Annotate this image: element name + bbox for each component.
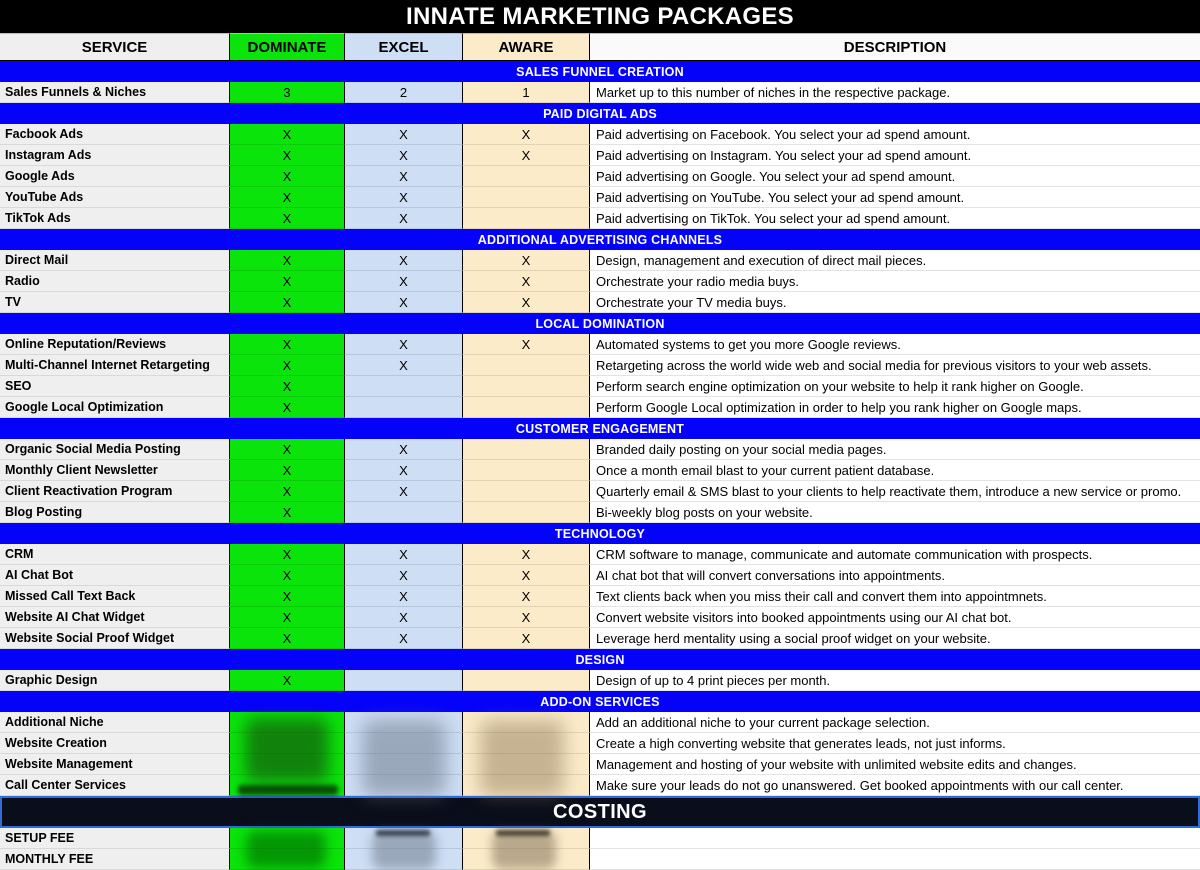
description-cell: Paid advertising on TikTok. You select your ad spend amount. bbox=[590, 208, 1200, 229]
dominate-value-cell bbox=[230, 849, 345, 870]
table-row bbox=[0, 124, 1200, 145]
dominate-value-cell: X bbox=[230, 250, 345, 271]
service-cell: Monthly Client Newsletter bbox=[0, 460, 230, 481]
column-header-description: DESCRIPTION bbox=[590, 33, 1200, 60]
service-cell: Website Creation bbox=[0, 733, 230, 754]
service-cell: Sales Funnels & Niches bbox=[0, 82, 230, 103]
excel-value-cell bbox=[345, 376, 463, 397]
aware-value-cell bbox=[463, 502, 590, 523]
table-row bbox=[0, 166, 1200, 187]
excel-value-cell bbox=[345, 397, 463, 418]
description-cell: Orchestrate your TV media buys. bbox=[590, 292, 1200, 313]
aware-value-cell: X bbox=[463, 607, 590, 628]
service-cell: Online Reputation/Reviews bbox=[0, 334, 230, 355]
column-header-service: SERVICE bbox=[0, 33, 230, 60]
service-cell: Blog Posting bbox=[0, 502, 230, 523]
section-header-band: PAID DIGITAL ADS bbox=[0, 103, 1200, 124]
section-header-band: ADDITIONAL ADVERTISING CHANNELS bbox=[0, 229, 1200, 250]
dominate-value-cell bbox=[230, 733, 345, 754]
description-cell: Paid advertising on YouTube. You select your ad spend amount. bbox=[590, 187, 1200, 208]
service-cell: Radio bbox=[0, 271, 230, 292]
service-cell: Client Reactivation Program bbox=[0, 481, 230, 502]
service-cell: Multi-Channel Internet Retargeting bbox=[0, 355, 230, 376]
table-row bbox=[0, 828, 1200, 849]
table-row bbox=[0, 628, 1200, 649]
table-row bbox=[0, 481, 1200, 502]
dominate-value-cell: X bbox=[230, 271, 345, 292]
service-cell: TV bbox=[0, 292, 230, 313]
excel-value-cell bbox=[345, 502, 463, 523]
excel-value-cell: X bbox=[345, 145, 463, 166]
excel-value-cell: X bbox=[345, 292, 463, 313]
excel-value-cell: X bbox=[345, 565, 463, 586]
description-cell: Text clients back when you miss their call and convert them into appointmnets. bbox=[590, 586, 1200, 607]
service-cell: Organic Social Media Posting bbox=[0, 439, 230, 460]
aware-value-cell bbox=[463, 733, 590, 754]
table-row bbox=[0, 565, 1200, 586]
section-rows bbox=[0, 544, 1200, 649]
dominate-value-cell: X bbox=[230, 607, 345, 628]
excel-value-cell: X bbox=[345, 250, 463, 271]
service-cell: Google Local Optimization bbox=[0, 397, 230, 418]
description-cell: Management and hosting of your website with unlimited website edits and changes. bbox=[590, 754, 1200, 775]
aware-value-cell: X bbox=[463, 586, 590, 607]
aware-value-cell bbox=[463, 460, 590, 481]
service-cell: Website Social Proof Widget bbox=[0, 628, 230, 649]
dominate-value-cell: X bbox=[230, 502, 345, 523]
dominate-value-cell: X bbox=[230, 586, 345, 607]
aware-value-cell: 1 bbox=[463, 82, 590, 103]
table-row bbox=[0, 376, 1200, 397]
service-cell: SETUP FEE bbox=[0, 828, 230, 849]
aware-value-cell bbox=[463, 775, 590, 796]
description-cell: Perform search engine optimization on your website to help it rank higher on Google. bbox=[590, 376, 1200, 397]
service-cell: MONTHLY FEE bbox=[0, 849, 230, 870]
aware-value-cell bbox=[463, 355, 590, 376]
description-cell: Paid advertising on Instagram. You select your ad spend amount. bbox=[590, 145, 1200, 166]
description-cell: Make sure your leads do not go unanswered. Get booked appointments with our call center. bbox=[590, 775, 1200, 796]
section-rows bbox=[0, 334, 1200, 418]
description-cell: Orchestrate your radio media buys. bbox=[590, 271, 1200, 292]
description-cell: Paid advertising on Facebook. You select your ad spend amount. bbox=[590, 124, 1200, 145]
dominate-value-cell: X bbox=[230, 565, 345, 586]
excel-value-cell: X bbox=[345, 271, 463, 292]
table-row bbox=[0, 712, 1200, 733]
description-cell: Design of up to 4 print pieces per month. bbox=[590, 670, 1200, 691]
service-cell: AI Chat Bot bbox=[0, 565, 230, 586]
description-cell: Paid advertising on Google. You select your ad spend amount. bbox=[590, 166, 1200, 187]
excel-value-cell: X bbox=[345, 607, 463, 628]
column-header-row bbox=[0, 33, 1200, 61]
excel-value-cell bbox=[345, 754, 463, 775]
table-row bbox=[0, 145, 1200, 166]
description-cell: Retargeting across the world wide web and social media for previous visitors to your web assets. bbox=[590, 355, 1200, 376]
section-header-band: LOCAL DOMINATION bbox=[0, 313, 1200, 334]
service-cell: Website AI Chat Widget bbox=[0, 607, 230, 628]
section-rows bbox=[0, 670, 1200, 691]
aware-value-cell bbox=[463, 376, 590, 397]
aware-value-cell: X bbox=[463, 271, 590, 292]
table-row bbox=[0, 439, 1200, 460]
aware-value-cell: X bbox=[463, 124, 590, 145]
dominate-value-cell: X bbox=[230, 544, 345, 565]
excel-value-cell bbox=[345, 712, 463, 733]
table-row bbox=[0, 607, 1200, 628]
service-cell: TikTok Ads bbox=[0, 208, 230, 229]
excel-value-cell bbox=[345, 828, 463, 849]
excel-value-cell: X bbox=[345, 166, 463, 187]
description-cell: Add an additional niche to your current package selection. bbox=[590, 712, 1200, 733]
dominate-value-cell: X bbox=[230, 481, 345, 502]
aware-value-cell: X bbox=[463, 565, 590, 586]
aware-value-cell: X bbox=[463, 145, 590, 166]
service-cell: Google Ads bbox=[0, 166, 230, 187]
table-row bbox=[0, 849, 1200, 870]
dominate-value-cell: X bbox=[230, 334, 345, 355]
description-cell: Once a month email blast to your current patient database. bbox=[590, 460, 1200, 481]
service-cell: Graphic Design bbox=[0, 670, 230, 691]
aware-value-cell bbox=[463, 397, 590, 418]
dominate-value-cell: X bbox=[230, 124, 345, 145]
table-row bbox=[0, 544, 1200, 565]
aware-value-cell: X bbox=[463, 628, 590, 649]
service-cell: Website Management bbox=[0, 754, 230, 775]
description-cell: Market up to this number of niches in the respective package. bbox=[590, 82, 1200, 103]
dominate-value-cell: X bbox=[230, 355, 345, 376]
dominate-value-cell: X bbox=[230, 439, 345, 460]
table-row bbox=[0, 271, 1200, 292]
excel-value-cell: X bbox=[345, 355, 463, 376]
description-cell: Bi-weekly blog posts on your website. bbox=[590, 502, 1200, 523]
column-header-dominate: DOMINATE bbox=[230, 33, 345, 60]
excel-value-cell bbox=[345, 775, 463, 796]
aware-value-cell bbox=[463, 712, 590, 733]
excel-value-cell bbox=[345, 733, 463, 754]
dominate-value-cell: X bbox=[230, 670, 345, 691]
aware-value-cell bbox=[463, 828, 590, 849]
dominate-value-cell: X bbox=[230, 292, 345, 313]
costing-section-header: COSTING bbox=[0, 796, 1200, 828]
aware-value-cell bbox=[463, 754, 590, 775]
table-row bbox=[0, 586, 1200, 607]
aware-value-cell bbox=[463, 849, 590, 870]
aware-value-cell: X bbox=[463, 292, 590, 313]
table-row bbox=[0, 733, 1200, 754]
dominate-value-cell: X bbox=[230, 397, 345, 418]
dominate-value-cell: X bbox=[230, 208, 345, 229]
table-row bbox=[0, 775, 1200, 796]
description-cell bbox=[590, 849, 1200, 870]
dominate-value-cell: 3 bbox=[230, 82, 345, 103]
description-cell: CRM software to manage, communicate and automate communication with prospects. bbox=[590, 544, 1200, 565]
aware-value-cell bbox=[463, 481, 590, 502]
description-cell: Create a high converting website that generates leads, not just informs. bbox=[590, 733, 1200, 754]
dominate-value-cell: X bbox=[230, 145, 345, 166]
dominate-value-cell bbox=[230, 754, 345, 775]
excel-value-cell: 2 bbox=[345, 82, 463, 103]
excel-value-cell: X bbox=[345, 481, 463, 502]
table-row bbox=[0, 187, 1200, 208]
dominate-value-cell: X bbox=[230, 460, 345, 481]
table-row bbox=[0, 208, 1200, 229]
section-rows bbox=[0, 439, 1200, 523]
description-cell: Quarterly email & SMS blast to your clients to help reactivate them, introduce a new service or promo. bbox=[590, 481, 1200, 502]
excel-value-cell: X bbox=[345, 187, 463, 208]
aware-value-cell bbox=[463, 187, 590, 208]
section-rows bbox=[0, 250, 1200, 313]
description-cell: Design, management and execution of direct mail pieces. bbox=[590, 250, 1200, 271]
aware-value-cell: X bbox=[463, 544, 590, 565]
column-header-excel: EXCEL bbox=[345, 33, 463, 60]
excel-value-cell bbox=[345, 670, 463, 691]
description-cell: Branded daily posting on your social media pages. bbox=[590, 439, 1200, 460]
dominate-value-cell bbox=[230, 828, 345, 849]
excel-value-cell: X bbox=[345, 544, 463, 565]
dominate-value-cell: X bbox=[230, 628, 345, 649]
table-row bbox=[0, 334, 1200, 355]
description-cell bbox=[590, 828, 1200, 849]
service-cell: YouTube Ads bbox=[0, 187, 230, 208]
dominate-value-cell: X bbox=[230, 187, 345, 208]
page-title: INNATE MARKETING PACKAGES bbox=[0, 0, 1200, 33]
excel-value-cell bbox=[345, 849, 463, 870]
description-cell: Automated systems to get you more Google reviews. bbox=[590, 334, 1200, 355]
table-row bbox=[0, 355, 1200, 376]
table-row bbox=[0, 292, 1200, 313]
dominate-value-cell: X bbox=[230, 376, 345, 397]
table-row bbox=[0, 754, 1200, 775]
description-cell: Leverage herd mentality using a social proof widget on your website. bbox=[590, 628, 1200, 649]
table-row bbox=[0, 82, 1200, 103]
table-row bbox=[0, 670, 1200, 691]
service-cell: Additional Niche bbox=[0, 712, 230, 733]
excel-value-cell: X bbox=[345, 124, 463, 145]
aware-value-cell bbox=[463, 166, 590, 187]
service-cell: Facbook Ads bbox=[0, 124, 230, 145]
aware-value-cell bbox=[463, 670, 590, 691]
service-cell: SEO bbox=[0, 376, 230, 397]
section-rows bbox=[0, 124, 1200, 229]
section-header-band: DESIGN bbox=[0, 649, 1200, 670]
aware-value-cell bbox=[463, 439, 590, 460]
table-row bbox=[0, 502, 1200, 523]
section-rows bbox=[0, 82, 1200, 103]
section-header-band: SALES FUNNEL CREATION bbox=[0, 61, 1200, 82]
excel-value-cell: X bbox=[345, 439, 463, 460]
service-cell: CRM bbox=[0, 544, 230, 565]
section-header-band: ADD-ON SERVICES bbox=[0, 691, 1200, 712]
costing-rows bbox=[0, 828, 1200, 870]
excel-value-cell: X bbox=[345, 208, 463, 229]
description-cell: Convert website visitors into booked appointments using our AI chat bot. bbox=[590, 607, 1200, 628]
section-rows bbox=[0, 712, 1200, 796]
table-body bbox=[0, 61, 1200, 796]
aware-value-cell: X bbox=[463, 250, 590, 271]
description-cell: Perform Google Local optimization in order to help you rank higher on Google maps. bbox=[590, 397, 1200, 418]
table-row bbox=[0, 460, 1200, 481]
column-header-aware: AWARE bbox=[463, 33, 590, 60]
dominate-value-cell bbox=[230, 775, 345, 796]
service-cell: Call Center Services bbox=[0, 775, 230, 796]
section-header-band: CUSTOMER ENGAGEMENT bbox=[0, 418, 1200, 439]
service-cell: Instagram Ads bbox=[0, 145, 230, 166]
excel-value-cell: X bbox=[345, 460, 463, 481]
service-cell: Missed Call Text Back bbox=[0, 586, 230, 607]
excel-value-cell: X bbox=[345, 628, 463, 649]
aware-value-cell bbox=[463, 208, 590, 229]
description-cell: AI chat bot that will convert conversations into appointments. bbox=[590, 565, 1200, 586]
table-row bbox=[0, 250, 1200, 271]
table-row bbox=[0, 397, 1200, 418]
dominate-value-cell: X bbox=[230, 166, 345, 187]
service-cell: Direct Mail bbox=[0, 250, 230, 271]
aware-value-cell: X bbox=[463, 334, 590, 355]
excel-value-cell: X bbox=[345, 586, 463, 607]
excel-value-cell: X bbox=[345, 334, 463, 355]
section-header-band: TECHNOLOGY bbox=[0, 523, 1200, 544]
dominate-value-cell bbox=[230, 712, 345, 733]
